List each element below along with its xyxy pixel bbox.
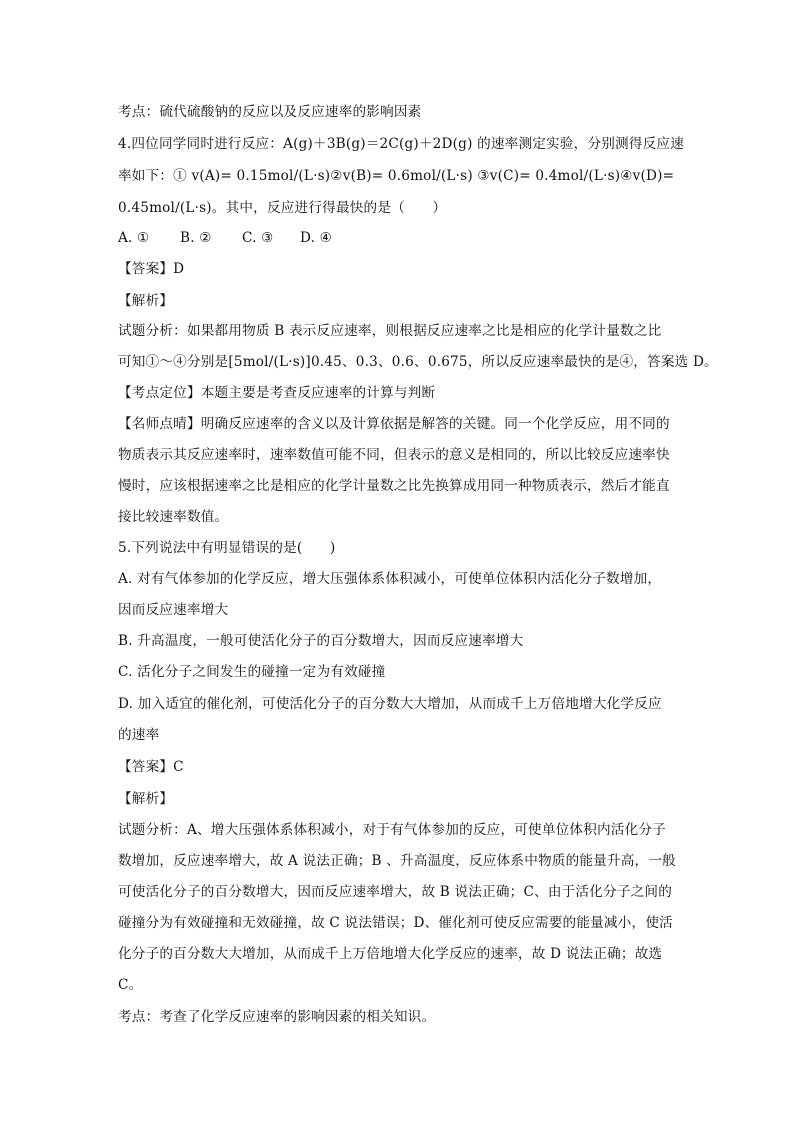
q5-analysis-line: 碰撞分为有效碰撞和无效碰撞，故 C 说法错误；D、催化剂可使反应需要的能量减小，使活 [118, 915, 673, 931]
q4-mingshi-line: 【名师点晴】明确反应速率的含义以及计算依据是解答的关键。同一个化学反应，用不同的 [118, 416, 670, 432]
q4-analysis-line: 试题分析：如果都用物质 B 表示反应速率，则根据反应速率之比是相应的化学计量数之比 [118, 323, 662, 339]
q5-option-line: A. 对有气体参加的化学反应，增大压强体系体积减小，可使单位体积内活化分子数增加， [118, 571, 662, 587]
q4-mingshi-line: 物质表示其反应速率时，速率数值可能不同，但表示的意义是相同的，所以比较反应速率快 [118, 447, 670, 463]
q4-choice-b: B. ② [180, 230, 212, 246]
q5-analysis-line: 化分子的百分数大大增加，从而成千上万倍地增大化学反应的速率，故 D 说法正确；故选 [118, 946, 663, 962]
q5-analysis-heading: 【解析】 [118, 791, 174, 807]
q5-analysis-line: 可使活化分子的百分数增大，因而反应速率增大，故 B 说法正确；C、由于活化分子之间的 [118, 884, 672, 900]
q4-stem-line: 率如下：① v(A)= 0.15mol/(L·s)②v(B)= 0.6mol/(L·s) ③v(C)= 0.4mol/(L·s)④v(D)= [118, 168, 675, 184]
q4-analysis-heading: 【解析】 [118, 293, 174, 309]
q4-choice-c: C. ③ [242, 230, 274, 246]
q5-option-line: 因而反应速率增大 [118, 602, 229, 618]
q4-stem-line: 4.四位同学同时进行反应：A(g)＋3B(g)＝2C(g)＋2D(g) 的速率测定实验，分别测得反应速 [118, 136, 684, 152]
q4-answer: 【答案】D [118, 261, 185, 277]
q5-analysis-line: 数增加，反应速率增大，故 A 说法正确；B 、升高温度，反应体系中物质的能量升高，一般 [118, 853, 676, 869]
q4-choices [118, 228, 678, 248]
q5-topic: 考点：考查了化学反应速率的影响因素的相关知识。 [118, 1009, 436, 1025]
q4-kaodian: 【考点定位】本题主要是考查反应速率的计算与判断 [118, 385, 436, 401]
q4-analysis-line: 可知①～④分别是[5mol/(L·s)]0.45、0.3、0.6、0.675，所以反应速率最快的是④，答案选 D。 [118, 354, 718, 370]
q3-topic: 考点：硫代硫酸钠的反应以及反应速率的影响因素 [118, 104, 422, 120]
q5-option-line: 的速率 [118, 727, 160, 743]
q5-analysis-line: C。 [118, 977, 143, 993]
q4-stem-line: 0.45mol/(L·s)。其中，反应进行得最快的是（ ） [118, 200, 447, 216]
q4-mingshi-line: 慢时，应该根据速率之比是相应的化学计量数之比先换算成用同一种物质表示，然后才能直 [118, 478, 670, 494]
q5-stem: 5.下列说法中有明显错误的是( ) [118, 540, 336, 556]
q5-analysis-line: 试题分析：A、增大压强体系体积减小，对于有气体参加的反应，可使单位体积内活化分子 [118, 822, 666, 838]
q4-mingshi-line: 接比较速率数值。 [118, 509, 229, 525]
q4-choice-d: D. ④ [300, 230, 333, 246]
q5-option-line: B. 升高温度，一般可使活化分子的百分数增大，因而反应速率增大 [118, 633, 524, 649]
q5-answer: 【答案】C [118, 759, 184, 775]
q5-option-line: C. 活化分子之间发生的碰撞一定为有效碰撞 [118, 664, 386, 680]
q4-choice-a: A. ① [118, 230, 150, 246]
q5-option-line: D. 加入适宜的催化剂，可使活化分子的百分数大大增加，从而成千上万倍地增大化学反应 [118, 696, 662, 712]
